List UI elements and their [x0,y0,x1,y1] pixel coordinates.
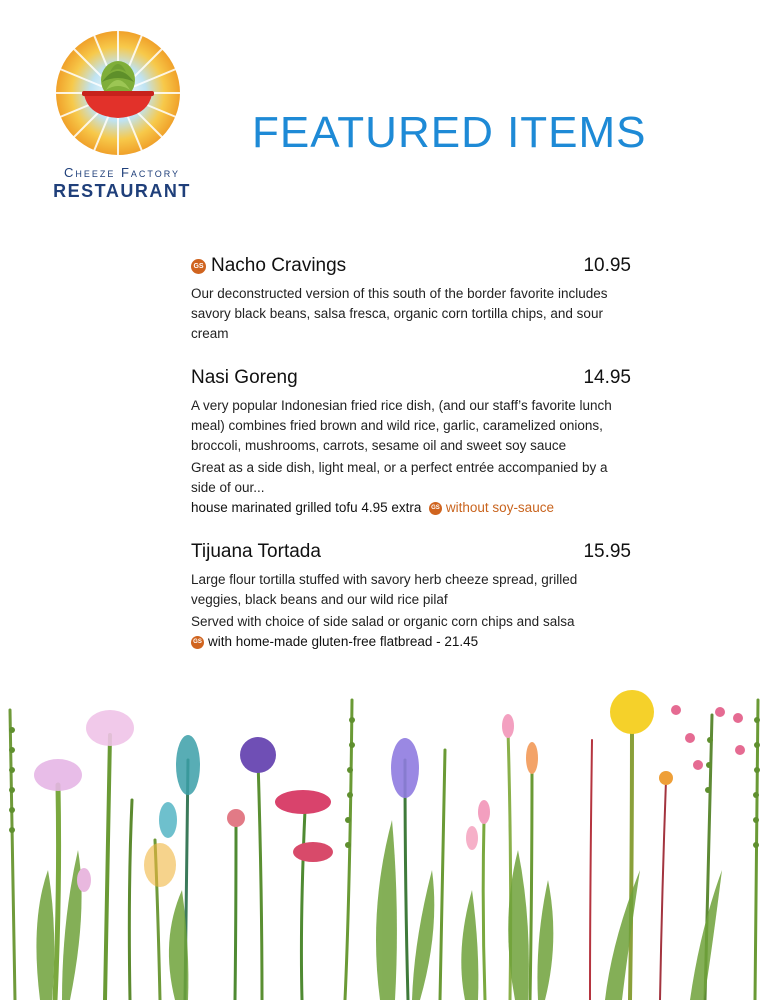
gluten-safe-option-text: without soy-sauce [445,500,554,515]
item-description: A very popular Indonesian fried rice dish, (and our staff’s favorite lunch meal) combines fried brown and wild rice, garlic, caramelized onions, broccoli, mushrooms, carrots, sesame oil and sweet soy sauce [191,398,612,453]
menu-item-nasi-goreng [191,362,631,518]
item-description: Our deconstructed version of this south of the border favorite includes savory black beans, salsa fresca, organic corn tortilla chips, and sour cream [191,286,608,341]
item-header [191,536,631,568]
gluten-safe-badge-icon: GS [429,502,442,515]
addon-text: house marinated grilled tofu 4.95 extra [191,500,422,515]
addon-price: - 21.45 [432,634,479,649]
item-name-text: Nacho Cravings [211,255,347,276]
item-name-text: Nasi Goreng [191,367,298,388]
gluten-safe-badge-icon: GS [191,259,206,274]
logo-restaurant-text: RESTAURANT [53,181,191,201]
item-price: 14.95 [583,367,631,388]
page-title: FEATURED ITEMS [252,108,647,157]
item-price: 15.95 [583,541,631,562]
menu-item-nacho-cravings [191,250,631,344]
addon-text: with home-made gluten-free flatbread [208,634,433,649]
logo-name-text: Cheeze Factory [63,165,181,180]
menu-list [191,250,631,670]
item-description: Large flour tortilla stuffed with savory herb cheeze spread, grilled veggies, black beans and our wild rice pilaf [191,572,578,607]
item-header [191,362,631,394]
item-addon-note [191,498,631,518]
item-name-text: Tijuana Tortada [191,541,321,562]
restaurant-logo [48,30,196,210]
item-price: 10.95 [583,255,631,276]
item-header [191,250,631,282]
item-description-extra: Served with choice of side salad or organic corn chips and salsa [191,614,575,629]
item-addon-note [191,632,631,652]
item-name [191,255,346,277]
item-description-extra: Great as a side dish, light meal, or a perfect entrée accompanied by a side of our... [191,460,608,495]
gluten-safe-badge-icon: GS [191,636,204,649]
artichoke-sun-logo-icon [52,30,192,160]
menu-item-tijuana-tortada [191,536,631,652]
watercolor-flowers-border-icon [0,690,772,1000]
